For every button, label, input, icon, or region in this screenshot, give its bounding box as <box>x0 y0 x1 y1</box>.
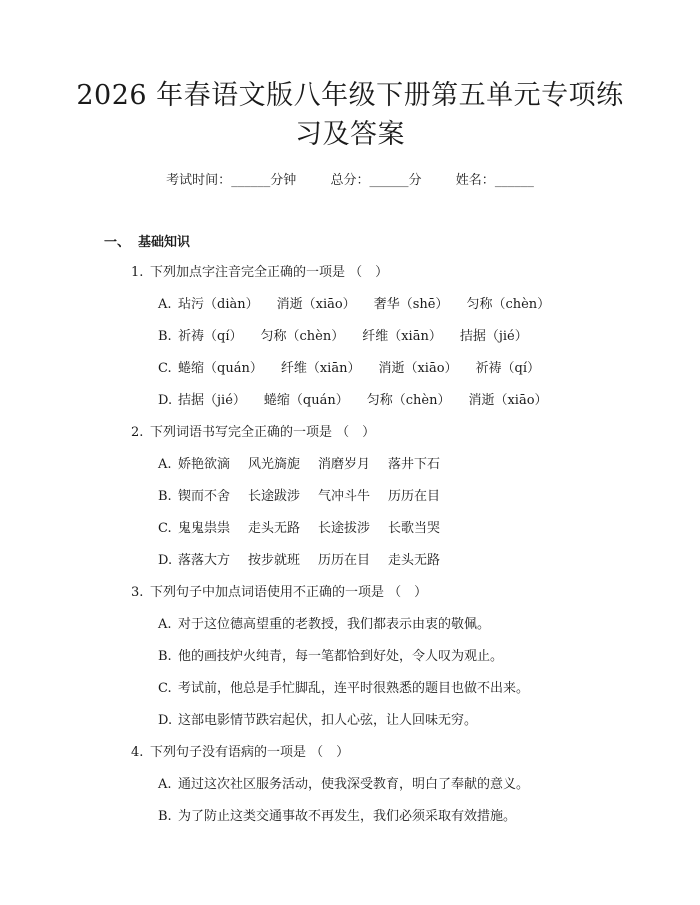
question-number: 2. <box>131 425 144 440</box>
option-item: 玷污（diàn） <box>178 297 259 312</box>
option-text: 考试前，他总是手忙脚乱，连平时很熟悉的题目也做不出来。 <box>178 681 530 696</box>
option-label: C. <box>158 681 172 696</box>
title-line-1: 2026 年春语文版八年级下册第五单元专项练 <box>76 80 624 111</box>
option-item: 蜷缩（quán） <box>178 361 263 376</box>
option-item: 祈祷（qí） <box>475 361 541 376</box>
option-item: 纤维（xiān） <box>362 329 442 344</box>
option-1c <box>158 357 558 376</box>
option-4a <box>158 773 529 792</box>
option-item: 落井下石 <box>388 457 441 472</box>
option-3b <box>158 645 503 664</box>
option-label: B. <box>158 649 172 664</box>
option-item: 祈祷（qí） <box>178 329 243 344</box>
option-text: 他的画技炉火纯青，每一笔都恰到好处，令人叹为观止。 <box>178 649 504 664</box>
option-label: A. <box>158 297 172 312</box>
question-3 <box>131 581 427 600</box>
time-blank: ______ <box>231 173 271 188</box>
option-label: D. <box>158 553 173 568</box>
option-item: 落落大方 <box>178 553 231 568</box>
question-text: 下列句子中加点词语使用不正确的一项是 （ ） <box>150 585 428 600</box>
question-text: 下列加点字注音完全正确的一项是 （ ） <box>150 265 389 280</box>
option-label: A. <box>158 617 172 632</box>
option-item: 按步就班 <box>248 553 301 568</box>
option-4b <box>158 805 516 824</box>
question-number: 3. <box>131 585 144 600</box>
exam-meta <box>0 169 700 188</box>
name-label: 姓名： <box>455 173 495 188</box>
time-unit: 分钟 <box>270 173 297 188</box>
option-item: 匀称（chèn） <box>466 297 551 312</box>
option-item: 气冲斗牛 <box>318 489 371 504</box>
option-item: 消磨岁月 <box>318 457 371 472</box>
option-item: 消逝（xiāo） <box>276 297 356 312</box>
option-label: D. <box>158 713 173 728</box>
option-label: B. <box>158 809 172 824</box>
section-title: 基础知识 <box>138 235 191 250</box>
option-item: 鬼鬼祟祟 <box>178 521 231 536</box>
option-item: 奢华（shē） <box>373 297 449 312</box>
option-item: 走头无路 <box>388 553 441 568</box>
question-text: 下列词语书写完全正确的一项是 （ ） <box>150 425 376 440</box>
question-4 <box>131 741 349 760</box>
option-item: 长途跋涉 <box>248 489 301 504</box>
option-item: 纤维（xiān） <box>280 361 361 376</box>
title-line-2: 习及答案 <box>295 119 405 150</box>
option-label: B. <box>158 329 172 344</box>
option-item: 长途拔涉 <box>318 521 371 536</box>
option-1a <box>158 293 568 312</box>
question-number: 1. <box>131 265 144 280</box>
option-item: 匀称（chèn） <box>366 393 451 408</box>
option-2c <box>158 517 458 536</box>
option-item: 消逝（xiāo） <box>468 393 548 408</box>
option-text: 对于这位德高望重的老教授，我们都表示由衷的敬佩。 <box>178 617 491 632</box>
option-label: C. <box>158 521 172 536</box>
score-unit: 分 <box>408 173 422 188</box>
option-text: 通过这次社区服务活动，使我深受教育，明白了奉献的意义。 <box>178 777 530 792</box>
option-item: 锲而不舍 <box>178 489 231 504</box>
option-3a <box>158 613 490 632</box>
score-label: 总分： <box>330 173 370 188</box>
option-item: 拮据（jié） <box>459 329 528 344</box>
option-item: 消逝（xiāo） <box>378 361 458 376</box>
option-2d <box>158 549 458 568</box>
question-2 <box>131 421 375 440</box>
option-text: 这部电影情节跌宕起伏，扣人心弦，让人回味无穷。 <box>178 713 478 728</box>
name-blank: ______ <box>494 173 534 188</box>
option-2b <box>158 485 458 504</box>
option-item: 拮据（jié） <box>178 393 246 408</box>
question-text: 下列句子没有语病的一项是 （ ） <box>150 745 350 760</box>
option-1d <box>158 389 566 408</box>
option-item: 历历在目 <box>318 553 371 568</box>
option-item: 娇艳欲滴 <box>178 457 231 472</box>
option-label: D. <box>158 393 173 408</box>
option-label: A. <box>158 457 172 472</box>
section-number: 一、 <box>104 235 131 250</box>
option-item: 走头无路 <box>248 521 301 536</box>
option-item: 长歌当哭 <box>388 521 441 536</box>
option-item: 蜷缩（quán） <box>263 393 349 408</box>
question-1 <box>131 261 388 280</box>
question-number: 4. <box>131 745 144 760</box>
option-2a <box>158 453 458 472</box>
option-item: 匀称（chèn） <box>260 329 345 344</box>
option-text: 为了防止这类交通事故不再发生，我们必须采取有效措施。 <box>178 809 517 824</box>
option-label: B. <box>158 489 172 504</box>
option-3c <box>158 677 529 696</box>
section-heading <box>104 231 190 250</box>
option-item: 风光旖旎 <box>248 457 301 472</box>
option-1b <box>158 325 546 344</box>
option-3d <box>158 709 477 728</box>
option-item: 历历在目 <box>388 489 441 504</box>
time-label: 考试时间： <box>166 173 232 188</box>
option-label: C. <box>158 361 172 376</box>
score-blank: ______ <box>369 173 409 188</box>
option-label: A. <box>158 777 172 792</box>
document-title <box>60 76 640 154</box>
